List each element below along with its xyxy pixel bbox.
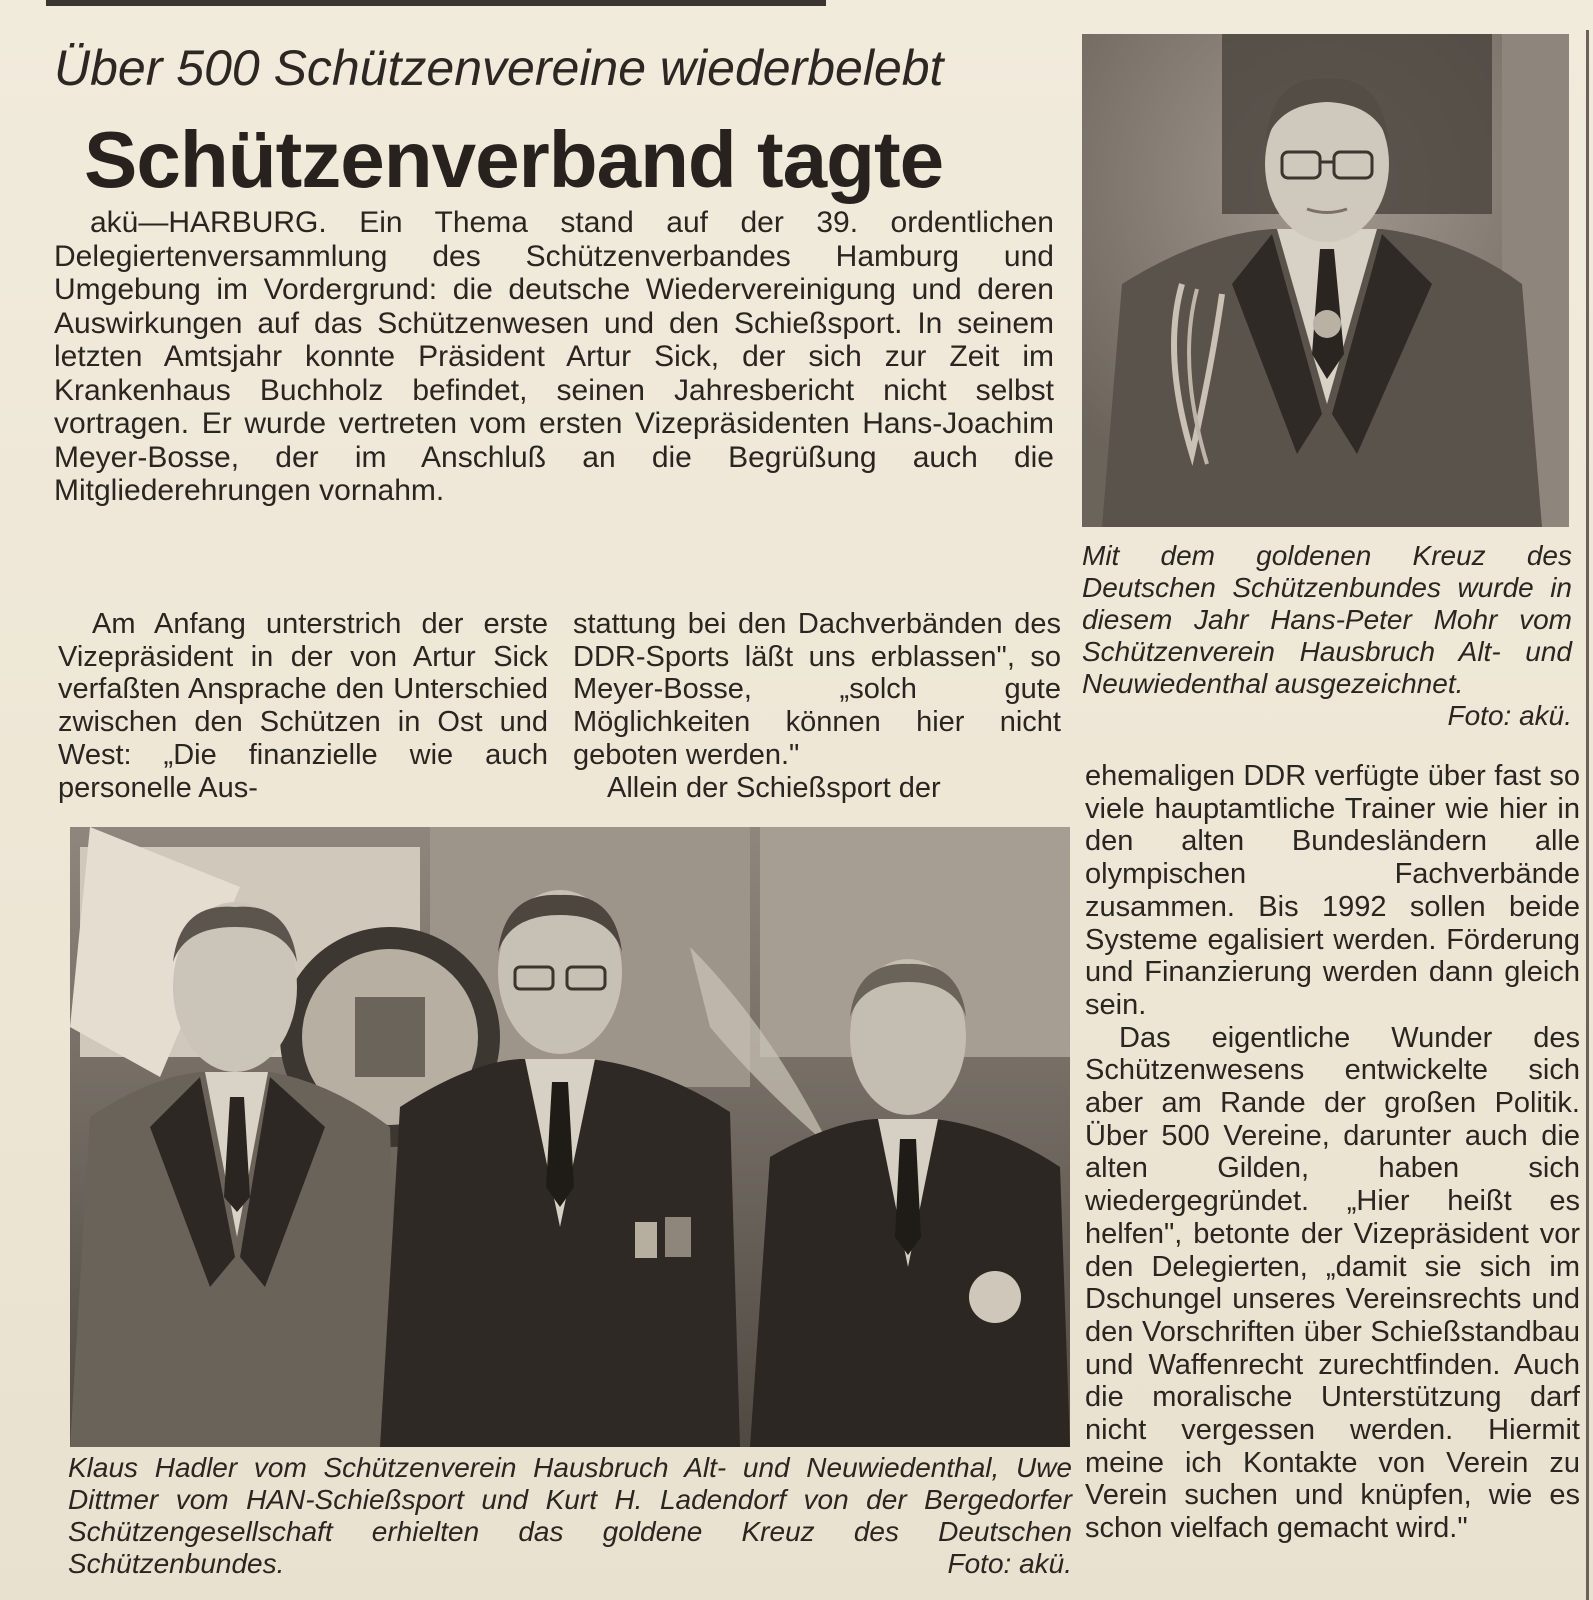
group-caption-text: Klaus Hadler vom Schützenverein Hausbruch Alt- und Neuwiedenthal, Uwe Dittmer vom HAN-Schießsport und Kurt H. Ladendorf von der Bergedorfer Schützengesellschaft erhielten das goldene Kreuz des Deutschen Schützenbundes. bbox=[68, 1452, 1072, 1579]
portrait-photo bbox=[1082, 34, 1569, 527]
lead-paragraph: akü—HARBURG. Ein Thema stand auf der 39. ordentlichen Delegiertenversammlung des Schützenverbandes Hamburg und Umgebung im Vordergrund: die deutsche Wiedervereinigung und deren Auswirkungen auf das Schützenwesen und den Schießsport. In seinem letzten Amtsjahr konnte Präsident Artur Sick, der sich zur Zeit im Krankenhaus Buchholz befindet, seinen Jahresbericht nicht selbst vortragen. Er wurde vertreten vom ersten Vizepräsidenten Hans-Joachim Meyer-Bosse, der im Anschluß an die Begrüßung auch die Mitgliederehrungen vornahm. bbox=[54, 206, 1054, 507]
right-edge-rule bbox=[1586, 30, 1589, 1600]
body-column-1 bbox=[58, 608, 548, 804]
portrait-caption bbox=[1082, 540, 1572, 732]
group-photo-caption bbox=[68, 1452, 1072, 1580]
top-rule bbox=[46, 0, 826, 6]
article-lead bbox=[54, 206, 1054, 508]
portrait-photo-graphic bbox=[1082, 34, 1569, 527]
body-paragraph: Allein der Schießsport der bbox=[607, 771, 941, 804]
portrait-photo-credit: Foto: akü. bbox=[1447, 700, 1572, 731]
body-paragraph: stattung bei den Dachverbänden des DDR-Sports läßt uns erblassen", so Meyer-Bosse, „solch gute Möglichkeiten können hier nicht geboten werden." bbox=[573, 608, 1061, 771]
group-photo-credit: Foto: akü. bbox=[947, 1548, 1072, 1579]
portrait-caption-text: Mit dem goldenen Kreuz des Deutschen Schützenbundes wurde in diesem Jahr Hans-Peter Mohr vom Schützenverein Hausbruch Alt- und Neuwiedenthal ausgezeichnet. bbox=[1082, 540, 1572, 699]
body-paragraph: Am Anfang unterstrich der erste Vizepräsident in der von Artur Sick verfaßten Ansprache den Unterschied zwischen den Schützen in Ost und West: „Die finanzielle wie auch personelle Aus- bbox=[58, 608, 548, 804]
article-headline: Schützenverband tagte bbox=[84, 115, 944, 204]
body-column-3 bbox=[1085, 760, 1580, 1545]
body-paragraph: ehemaligen DDR verfügte über fast so viele hauptamtliche Trainer wie hier in den alten Bundesländern alle olympischen Fachverbände zusammen. Bis 1992 sollen beide Systeme egalisiert werden. Förderung und Finanzierung werden dann gleich sein. bbox=[1085, 760, 1580, 1021]
body-paragraph: Das eigentliche Wunder des Schützenwesens entwickelte sich aber am Rande der großen Politik. Über 500 Vereine, darunter auch die alten Gilden, haben sich wiedergegründet. „Hier heißt es helfen", betonte der Vizepräsident vor den Delegierten, „damit sie sich im Dschungel unseres Vereinsrechts und den Vorschriften über Schießstandbau und Waffenrecht zurechtfinden. Auch die moralische Unterstützung darf nicht vergessen werden. Hiermit meine ich Kontakte von Verein zu Verein suchen und knüpfen, wie es schon vielfach gemacht wird." bbox=[1085, 1021, 1580, 1545]
group-photo-graphic bbox=[70, 827, 1070, 1447]
article-kicker: Über 500 Schützenvereine wiederbelebt bbox=[54, 40, 944, 96]
body-column-2 bbox=[573, 608, 1061, 804]
group-photo bbox=[70, 827, 1070, 1447]
